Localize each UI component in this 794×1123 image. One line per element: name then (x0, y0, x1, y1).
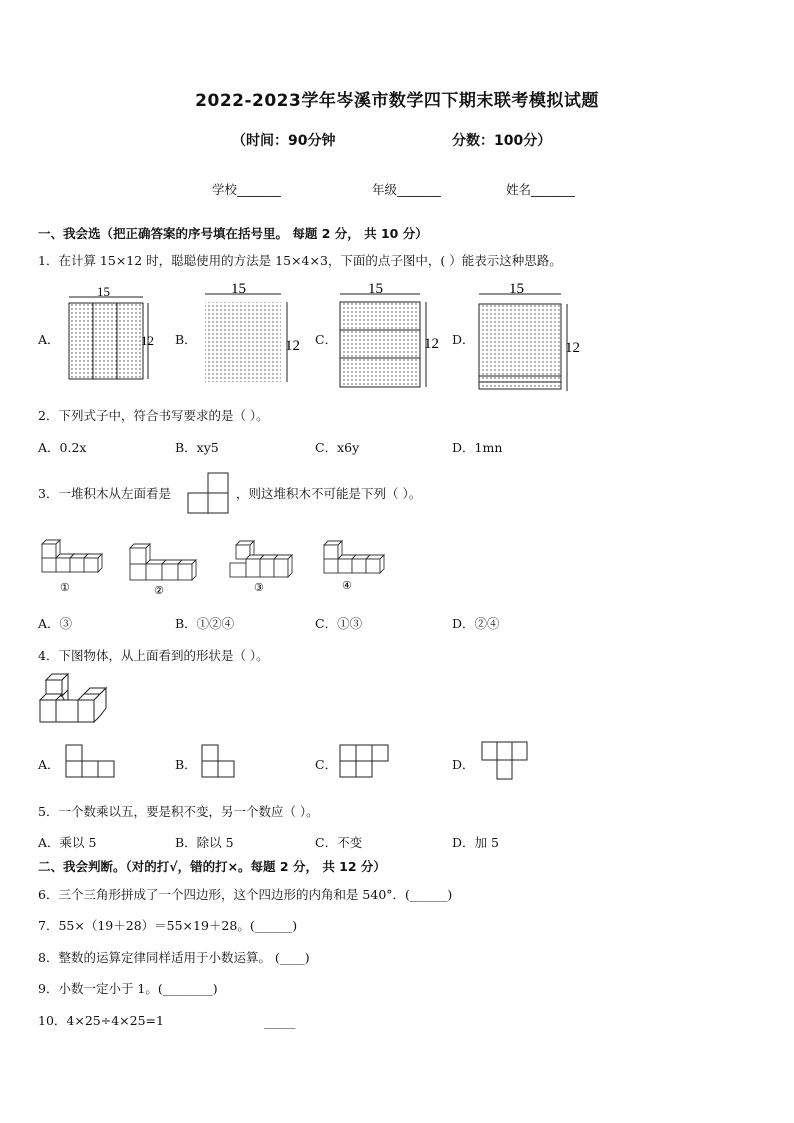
q3-option-c: C．①③ (315, 616, 363, 631)
q1-dot-grid-c (338, 282, 446, 390)
block-figure-3 (228, 537, 296, 595)
exam-score: 分数：100分） (452, 133, 552, 149)
q4-option-b: B． (175, 757, 197, 772)
q5-option-a: A．乘以 5 (38, 835, 97, 850)
exam-time: （时间：90分钟 (232, 133, 336, 149)
height-label: 12 (424, 336, 439, 352)
block-figure-1 (40, 536, 102, 594)
question-3-stem-start: 3．一堆积木从左面看是 (38, 486, 171, 501)
name-field: 姓名_______ (506, 182, 575, 197)
question-2-stem: 2．下列式子中，符合书写要求的是（ ）。 (38, 408, 269, 423)
left-view-figure (186, 473, 236, 515)
q1-option-a: A． (38, 332, 60, 347)
width-label: 15 (368, 281, 383, 297)
question-4-stem: 4．下图物体，从上面看到的形状是（ ）。 (38, 648, 269, 663)
question-8: 8．整数的运算定律同样适用于小数运算。 (____) (38, 950, 310, 965)
question-1-stem: 1．在计算 15×12 时，聪聪使用的方法是 15×4×3，下面的点子图中，( ）能表示这种思路。 (38, 253, 562, 268)
q4-option-c: C． (315, 757, 338, 772)
height-label: 12 (285, 338, 300, 354)
question-9: 9．小数一定小于 1。(________) (38, 981, 218, 996)
q4-shape-a (66, 745, 116, 781)
q3-option-d: D．②④ (452, 616, 500, 631)
q4-shape-c (340, 745, 390, 781)
grade-field: 年级_______ (372, 182, 441, 197)
figure-label: ② (154, 585, 164, 597)
q4-option-a: A． (38, 757, 60, 772)
width-label: 15 (509, 281, 524, 297)
q4-object-figure (38, 674, 110, 726)
q2-option-b: B．xy5 (175, 440, 219, 455)
q5-option-d: D．加 5 (452, 835, 499, 850)
question-10: 10．4×25÷4×25=1 (38, 1013, 164, 1028)
q3-option-a: A．③ (38, 616, 73, 631)
height-label: 12 (565, 340, 580, 356)
q4-shape-d (482, 742, 532, 782)
figure-label: ① (60, 582, 70, 594)
q3-option-b: B．①②④ (175, 616, 235, 631)
q1-dot-grid-b (203, 281, 303, 388)
section-2-heading: 二、我会判断。（对的打√，错的打×。每题 2 分， 共 12 分） (38, 859, 386, 874)
width-label: 15 (231, 281, 246, 297)
question-3-stem-end: ，则这堆积木不可能是下列（ ）。 (236, 486, 422, 501)
q1-option-b: B． (175, 332, 197, 347)
block-figure-2 (128, 540, 196, 598)
q1-dot-grid-a (66, 284, 166, 382)
figure-label: ③ (254, 582, 264, 594)
width-label: 15 (97, 284, 110, 299)
school-field: 学校_______ (212, 182, 281, 197)
q1-dot-grid-d (477, 281, 587, 392)
q5-option-b: B．除以 5 (175, 835, 234, 850)
block-figure-4 (322, 537, 386, 595)
question-5-stem: 5．一个数乘以五，要是积不变，另一个数应（ ）。 (38, 804, 319, 819)
q2-option-d: D．1mn (452, 440, 503, 455)
q1-option-c: C． (315, 332, 338, 347)
q2-option-a: A．0.2x (38, 440, 87, 455)
q5-option-c: C．不变 (315, 835, 363, 850)
question-10-answer-blank[interactable]: _____ (264, 1014, 296, 1029)
page-title: 2022-2023学年岑溪市数学四下期末联考模拟试题 (195, 91, 599, 111)
height-label: 12 (141, 333, 154, 348)
q4-option-d: D． (452, 757, 475, 772)
q4-shape-b (202, 745, 238, 781)
figure-label: ④ (342, 580, 352, 592)
question-7: 7．55×（19＋28）＝55×19＋28。(______) (38, 918, 298, 933)
question-6: 6．三个三角形拼成了一个四边形，这个四边形的内角和是 540°．(______) (38, 887, 453, 902)
q2-option-c: C．x6y (315, 440, 360, 455)
section-1-heading: 一、我会选（把正确答案的序号填在括号里。 每题 2 分， 共 10 分） (38, 226, 428, 241)
q1-option-d: D． (452, 332, 475, 347)
